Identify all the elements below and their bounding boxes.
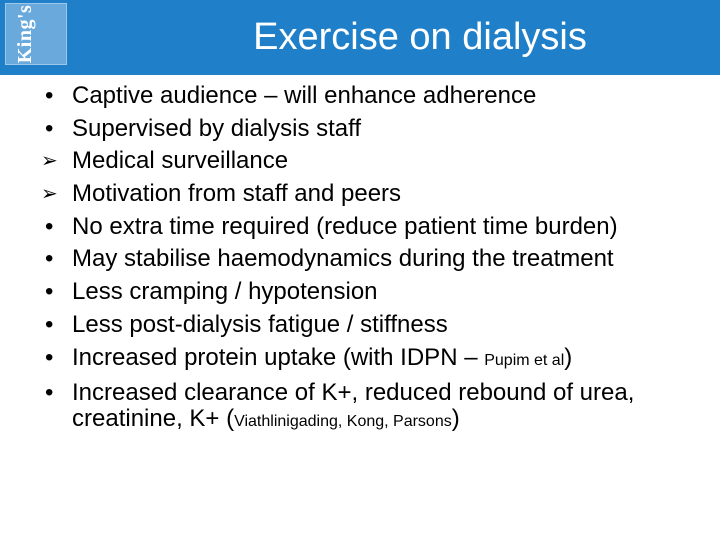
bullet-text: Captive audience – will enhance adherence: [72, 82, 537, 109]
bullet-item: [0, 345, 720, 374]
bullet-list: [0, 83, 720, 441]
bullet-text: Supervised by dialysis staff: [72, 114, 362, 142]
bullet-marker: •: [45, 82, 54, 109]
slide-title: Exercise on dialysis: [253, 16, 587, 58]
header-bar: [0, 0, 720, 75]
bullet-marker: •: [45, 379, 54, 407]
logo-text: King's: [14, 4, 36, 64]
bullet-item: [0, 181, 720, 207]
bullet-text: Less cramping / hypotension: [72, 278, 378, 306]
bullet-item: [0, 116, 720, 142]
bullet-marker: •: [45, 114, 54, 142]
arrow-marker: ➢: [41, 148, 58, 173]
bullet-text: No extra time required (reduce patient time burden): [72, 212, 618, 240]
bullet-text: Increased protein uptake (with IDPN –: [72, 343, 485, 371]
bullet-text: Less post-dialysis fatigue / stiffness: [72, 310, 448, 338]
citation-close: ): [451, 404, 460, 432]
bullet-item: [0, 214, 720, 240]
bullet-marker: •: [45, 343, 54, 371]
bullet-marker: •: [45, 212, 54, 240]
bullet-item: [0, 312, 720, 338]
bullet-item: [0, 380, 720, 434]
bullet-text: Medical surveillance: [72, 147, 289, 175]
bullet-item: [0, 279, 720, 305]
citation-close: ): [564, 343, 573, 371]
bullet-marker: •: [45, 310, 54, 338]
bullet-text: Increased clearance of K+, reduced rebound of urea, creatinine, K+ (: [72, 379, 635, 432]
citation: Pupim et al: [484, 351, 565, 369]
citation: Viathlinigading, Kong, Parsons: [234, 412, 452, 430]
bullet-text: May stabilise haemodynamics during the treatment: [72, 245, 614, 273]
bullet-text: Motivation from staff and peers: [72, 180, 402, 208]
bullet-item: [0, 148, 720, 174]
bullet-marker: •: [45, 278, 54, 306]
bullet-marker: •: [45, 245, 54, 273]
kings-logo: [5, 3, 67, 65]
bullet-item: [0, 246, 720, 272]
arrow-marker: ➢: [41, 181, 58, 206]
bullet-item: [0, 83, 720, 109]
